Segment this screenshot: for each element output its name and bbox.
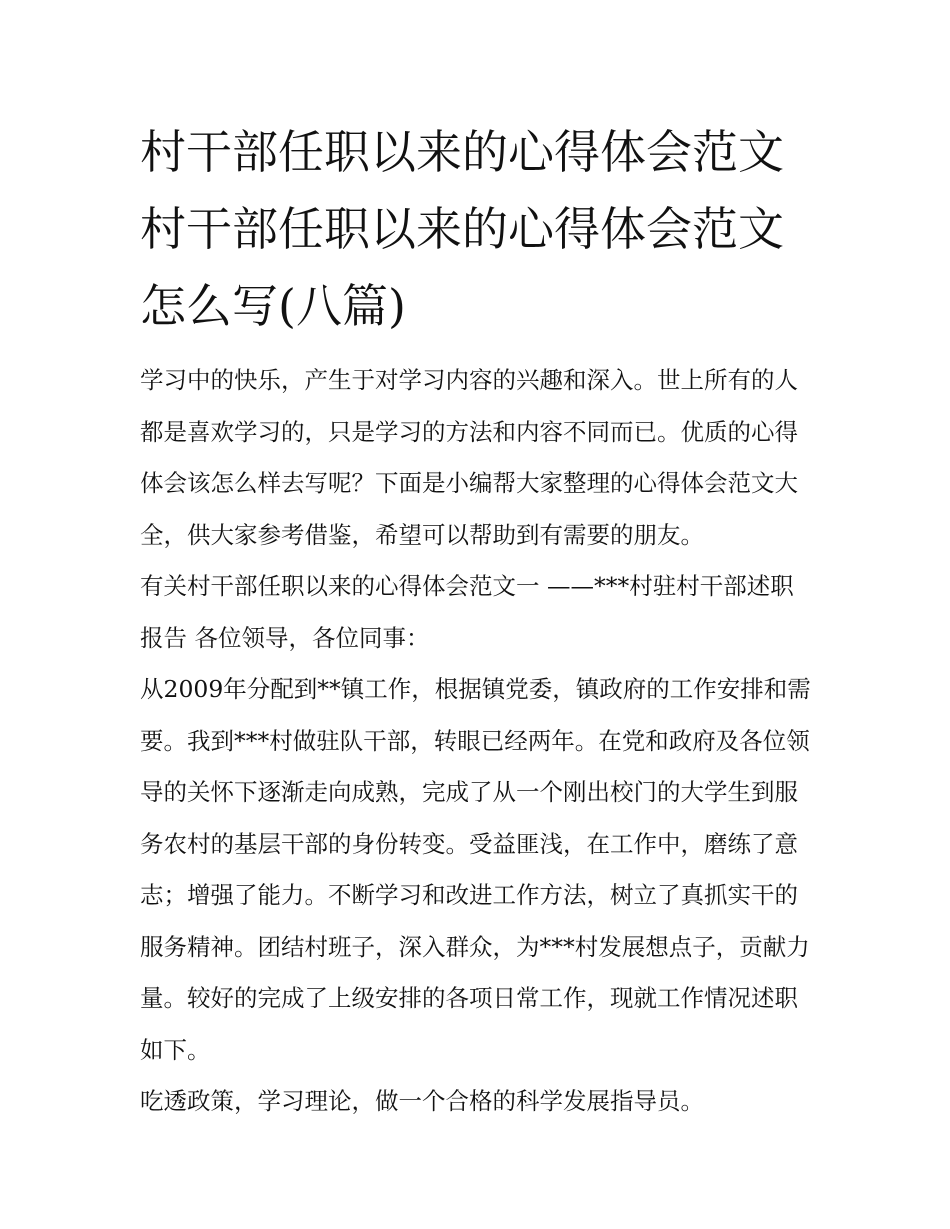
paragraph-section-heading: 有关村干部任职以来的心得体会范文一 ——***村驻村干部述职报告 各位领导，各位同事： [140, 572, 794, 652]
paragraph-intro: 学习中的快乐，产生于对学习内容的兴趣和深入。世上所有的人都是喜欢学习的，只是学习的方法和内容不同而已。优质的心得体会该怎么样去写呢？下面是小编帮大家整理的心得体会范文大全，供大家参考借鉴，希望可以帮助到有需要的朋友。 [140, 366, 798, 549]
paragraph-policy: 吃透政策，学习理论，做一个合格的科学发展指导员。 [140, 1087, 704, 1115]
paragraph-report: 从2009年分配到**镇工作，根据镇党委，镇政府的工作安排和需要。我到***村做驻队干部，转眼已经两年。在党和政府及各位领导的关怀下逐渐走向成熟，完成了从一个刚出校门的大学生到服务农村的基层干部的身份转变。受益匪浅，在工作中，磨练了意志；增强了能力。不断学习和改进工作方法，树立了真抓实干的服务精神。团结村班子，深入群众，为***村发展想点子，贡献力量。较好的完成了上级安排的各项日常工作，现就工作情况述职如下。 [140, 675, 811, 1064]
document-title: 村干部任职以来的心得体会范文 村干部任职以来的心得体会范文怎么写(八篇) [140, 125, 784, 333]
document-content [140, 114, 812, 1128]
document-body [140, 355, 812, 1128]
